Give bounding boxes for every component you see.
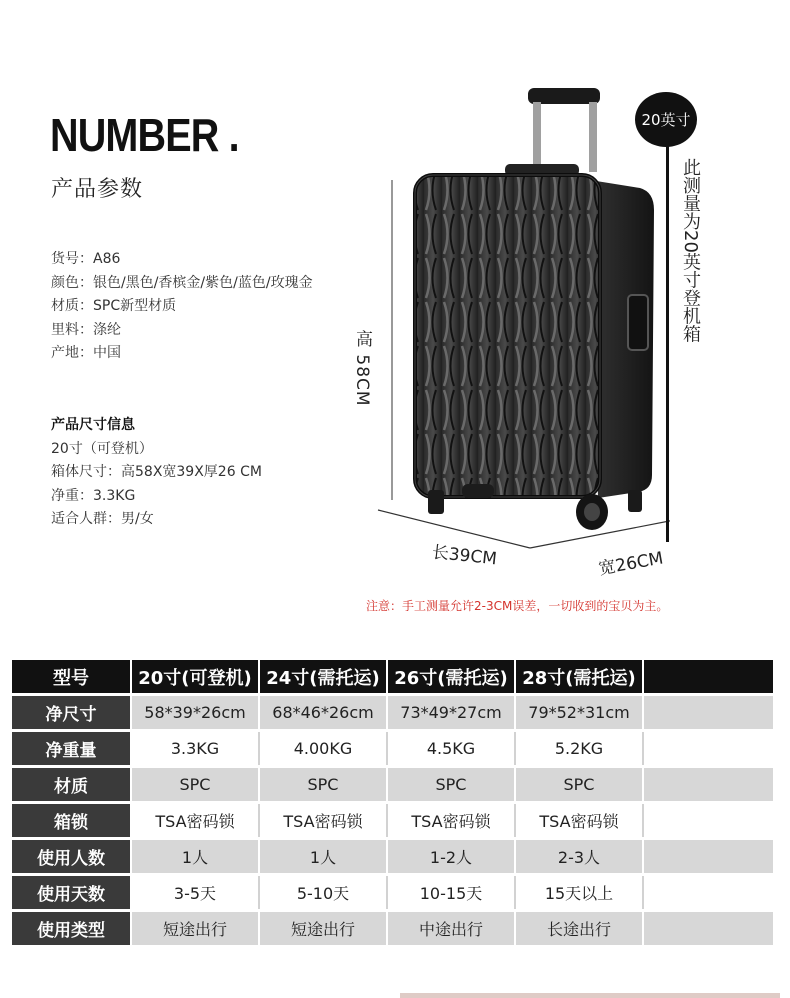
table-cell: SPC [132,768,260,801]
height-indicator-line [666,130,669,542]
table-cell [644,876,773,909]
spec-label: 颜色 [51,274,79,291]
table-cell: SPC [388,768,516,801]
size-info-block [51,414,262,532]
table-cell: 4.5KG [388,732,516,765]
size-info-heading: 产品尺寸信息 [51,417,135,433]
table-cell: SPC [260,768,388,801]
spec-value: 银色/黑色/香槟金/紫色/蓝色/玫瑰金 [93,274,313,291]
header-cell-28: 28寸(需托运) [516,660,644,693]
section-subtitle: 产品参数 [51,177,144,202]
length-dimension-label: 长39CM [430,542,498,570]
spec-label: 材质 [51,298,79,314]
table-cell: TSA密码锁 [132,804,260,837]
table-cell: 58*39*26cm [132,696,260,729]
size-comparison-table [12,657,773,948]
row-label: 使用类型 [12,912,132,945]
brand-title: NUMBER . [50,109,239,161]
table-cell [644,768,773,801]
size-info-line: 20寸（可登机） [51,440,153,457]
spec-row-lining: 里料：涤纶 [51,321,121,338]
row-label: 净尺寸 [12,696,132,729]
row-label: 箱锁 [12,804,132,837]
spec-value: SPC新型材质 [93,298,177,314]
spec-label: 产地 [51,345,79,361]
table-header-row [12,660,773,693]
table-cell: 15天以上 [516,876,644,909]
table-cell: 中途出行 [388,912,516,945]
next-section-edge [0,990,790,998]
luggage-image [370,80,670,560]
table-cell: 短途出行 [260,912,388,945]
basic-spec-list [51,248,313,366]
table-row [12,696,773,729]
table-cell: 73*49*27cm [388,696,516,729]
table-cell: 3-5天 [132,876,260,909]
table-cell [644,840,773,873]
table-cell: 4.00KG [260,732,388,765]
height-dimension-label: 高 58CM [352,330,372,407]
measurement-disclaimer: 注意：手工测量允许2-3CM误差，一切收到的宝贝为主。 [366,599,669,613]
table-cell: 79*52*31cm [516,696,644,729]
header-cell-20: 20寸(可登机) [132,660,260,693]
header-cell-24: 24寸(需托运) [260,660,388,693]
row-label: 使用天数 [12,876,132,909]
table-cell: 1人 [132,840,260,873]
size-info-line: 箱体尺寸：高58X宽39X厚26 CM [51,464,262,480]
spec-value: 涤纶 [93,321,121,338]
table-cell: SPC [516,768,644,801]
spec-row-color: 颜色：银色/黑色/香槟金/紫色/蓝色/玫瑰金 [51,274,313,291]
table-cell: 10-15天 [388,876,516,909]
table-row [12,912,773,945]
table-cell: TSA密码锁 [388,804,516,837]
spec-value: A86 [93,251,121,267]
spec-row-material: 材质：SPC新型材质 [51,298,177,314]
row-label: 材质 [12,768,132,801]
width-dimension-label: 宽26CM [597,548,665,580]
header-cell-model: 型号 [12,660,132,693]
table-row [12,732,773,765]
measurement-note-vertical: 此测量为20英寸登机箱 [680,158,701,343]
table-cell: 2-3人 [516,840,644,873]
table-row [12,804,773,837]
table-row [12,768,773,801]
header-cell-empty [644,660,773,693]
table-cell: TSA密码锁 [516,804,644,837]
size-info-line: 净重：3.3KG [51,487,136,504]
spec-label: 货号 [51,251,79,267]
table-cell: 5.2KG [516,732,644,765]
table-cell: 3.3KG [132,732,260,765]
spec-row-origin: 产地：中国 [51,345,121,361]
row-label: 净重量 [12,732,132,765]
spec-value: 中国 [93,345,121,361]
row-label: 使用人数 [12,840,132,873]
spec-label: 里料 [51,321,79,338]
table-cell: 68*46*26cm [260,696,388,729]
table-cell: 5-10天 [260,876,388,909]
table-cell: 1-2人 [388,840,516,873]
size-badge: 20英寸 [635,92,697,147]
table-cell: 长途出行 [516,912,644,945]
table-cell: TSA密码锁 [260,804,388,837]
header-cell-26: 26寸(需托运) [388,660,516,693]
table-cell [644,804,773,837]
size-info-line: 适合人群：男/女 [51,511,154,527]
table-cell: 1人 [260,840,388,873]
table-cell: 短途出行 [132,912,260,945]
table-row [12,840,773,873]
table-cell [644,696,773,729]
table-cell [644,912,773,945]
spec-row-item-no: 货号：A86 [51,251,121,267]
table-row [12,876,773,909]
table-cell [644,732,773,765]
